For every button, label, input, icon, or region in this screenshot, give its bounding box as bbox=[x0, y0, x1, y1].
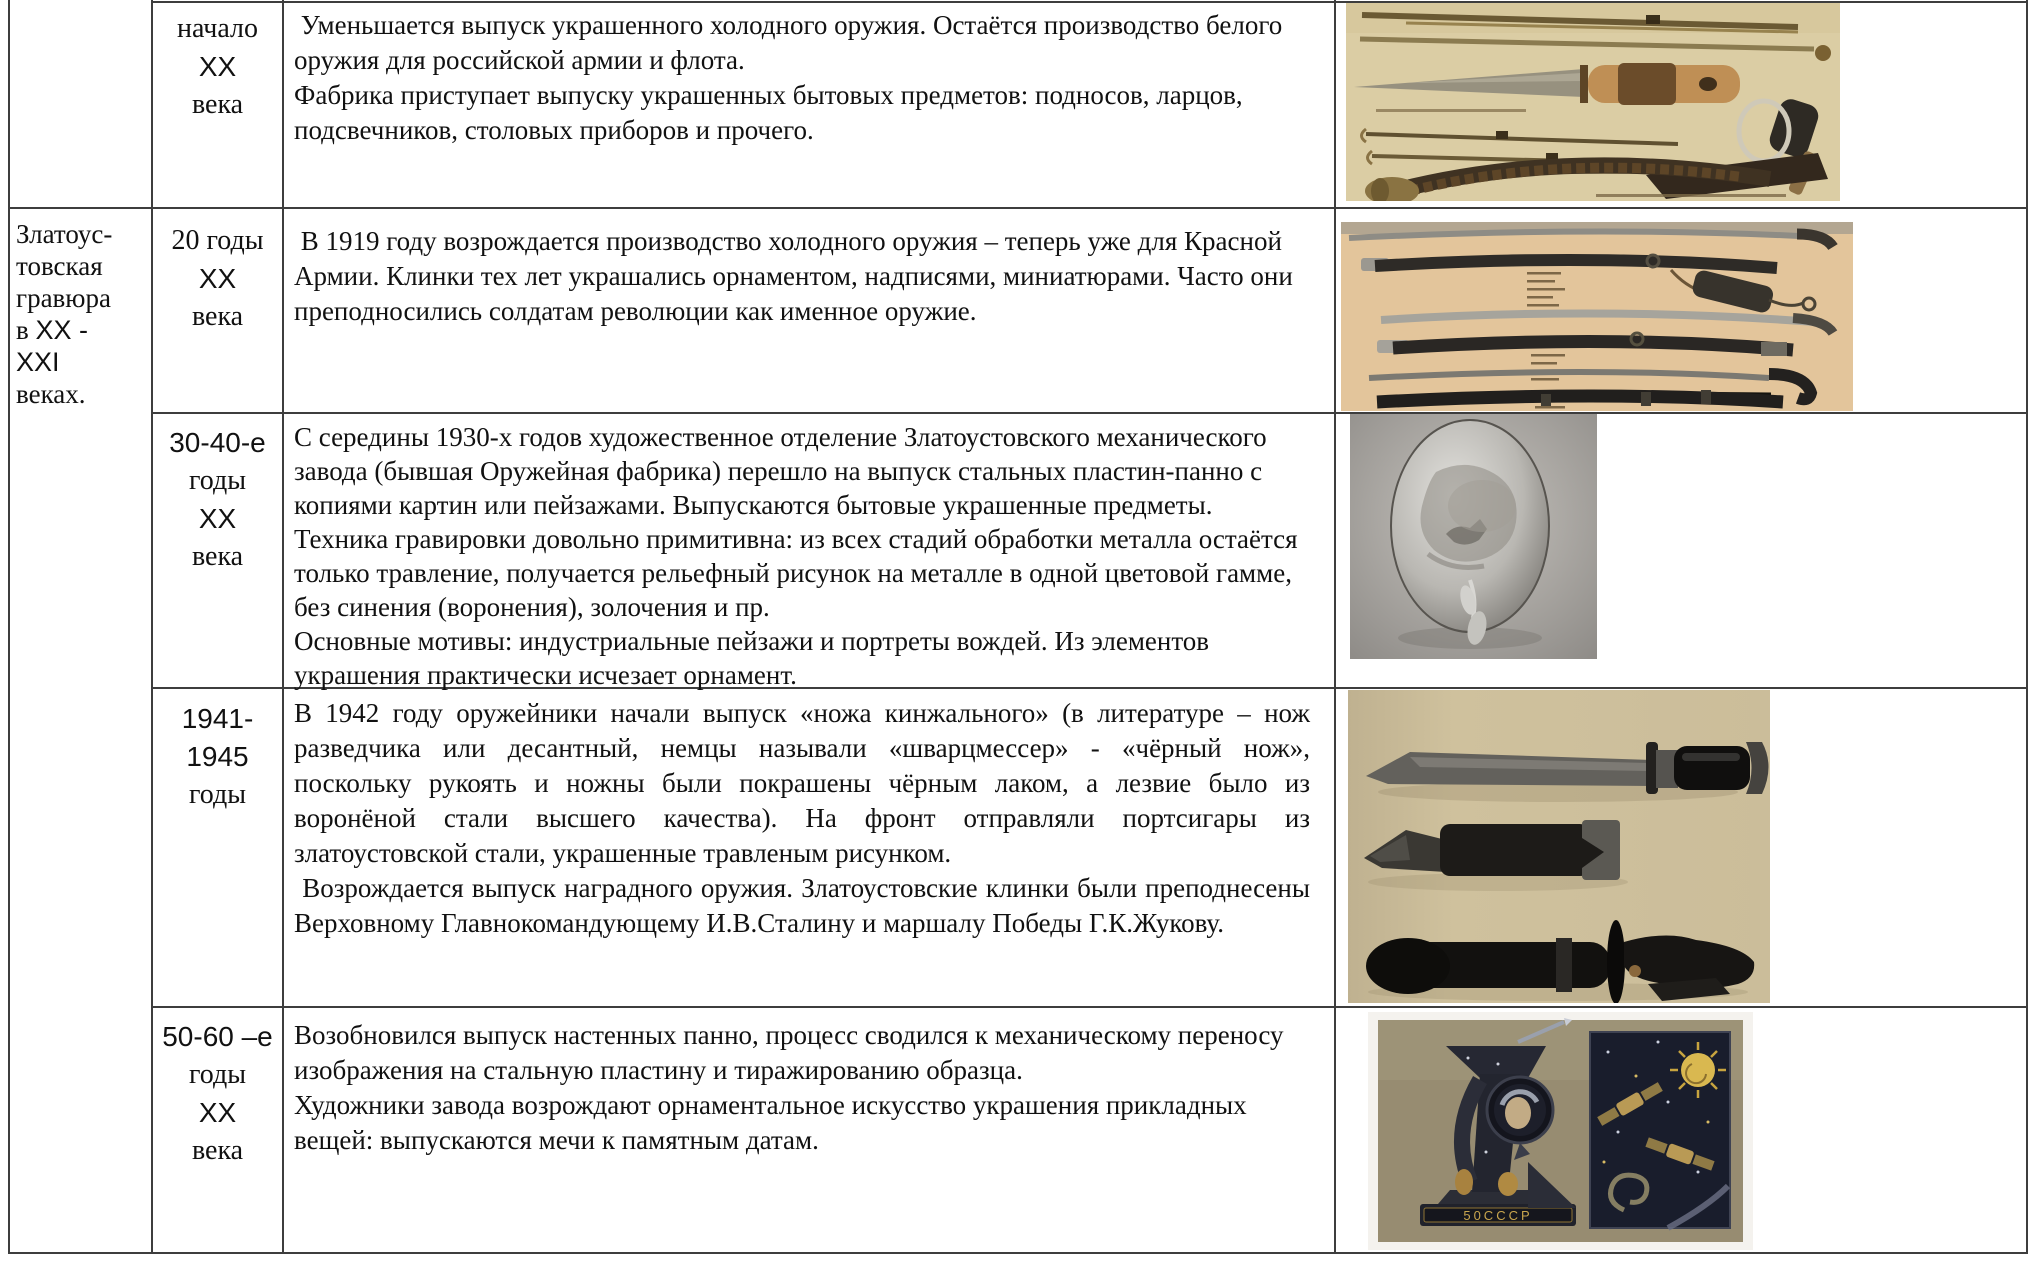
table-border-row2 bbox=[151, 412, 2028, 414]
period-line: 20 годы bbox=[171, 225, 264, 256]
period-line: 30-40-е bbox=[169, 427, 266, 458]
description-cell-row3 bbox=[294, 420, 1310, 692]
category-line: в XX - bbox=[16, 315, 89, 345]
category-line: XXI bbox=[16, 347, 60, 377]
period-cell-row1 bbox=[153, 10, 282, 124]
period-line: годы bbox=[188, 1059, 247, 1090]
period-line: XX bbox=[198, 51, 237, 82]
period-line: XX bbox=[198, 1097, 237, 1128]
period-line: начало bbox=[176, 13, 259, 44]
period-line: XX bbox=[198, 503, 237, 534]
period-line: века bbox=[191, 541, 244, 572]
period-cell-row5 bbox=[153, 1018, 282, 1170]
row1-photo-sabres bbox=[1346, 3, 1840, 201]
paragraph: Возобновился выпуск настенных панно, процесс сводился к механическому переносу изображения на стальную пластину и тиражированию образца. bbox=[294, 1020, 1291, 1085]
period-line: годы bbox=[188, 779, 247, 810]
paragraph: Художники завода возрождают орнаментальное искусство украшения прикладных вещей: выпускаются мечи к памятным датам. bbox=[294, 1090, 1254, 1155]
row5-photo-space-panels bbox=[1368, 1012, 1753, 1250]
table-border-row4 bbox=[151, 1006, 2028, 1008]
paragraph: Основные мотивы: индустриальные пейзажи и портреты вождей. Из элементов украшения практически исчезает орнамент. bbox=[294, 626, 1216, 690]
description-cell-row1 bbox=[294, 8, 1310, 148]
black-knife-photo-illustration bbox=[1348, 690, 1770, 1003]
table-border-col2 bbox=[282, 0, 284, 1254]
table-border-row1 bbox=[8, 207, 2028, 209]
table-border-bottom bbox=[8, 1252, 2028, 1254]
category-line: веках. bbox=[16, 379, 86, 409]
period-line: века bbox=[191, 301, 244, 332]
description-cell-row5 bbox=[294, 1018, 1310, 1158]
category-line: гравюра bbox=[16, 283, 111, 313]
table-border-left bbox=[8, 0, 10, 1254]
row3-photo-oval-panel bbox=[1350, 414, 1597, 659]
paragraph: В 1942 году оружейники начали выпуск «ножа кинжального» (в литературе – нож разведчика или десантный, немцы называли «шварцмессер» - «чёрный нож», поскольку рукоять и ножны были покрашены чёрным лаком, а лезвие было из воронёной стали высшего качества). На фронт отправляли портсигары из златоустовской стали, украшенные травленым рисунком. bbox=[294, 698, 1317, 868]
category-cell bbox=[16, 218, 146, 410]
sabres-photo-illustration bbox=[1346, 3, 1840, 201]
period-cell-row4 bbox=[153, 700, 282, 814]
paragraph: С середины 1930-х годов художественное отделение Златоустовского механического завода (бывшая Оружейная фабрика) перешло на выпуск стальных пластин-панно с копиями картин или пейзажами. Выпускаются бытовые украшенные предметы. Техника гравировки довольно примитивна: из всех стадий обработки металла остаётся только травление, получается рельефный рисунок на металле в одной цветовой гамме, без синения (воронения), золочения и пр. bbox=[294, 422, 1305, 622]
paragraph: Фабрика приступает выпуску украшенных бытовых предметов: подносов, ларцов, подсвечников, столовых приборов и прочего. bbox=[294, 80, 1250, 145]
category-line: Златоус- bbox=[16, 219, 113, 249]
caption-line bbox=[1376, 109, 1526, 112]
category-line: товская bbox=[16, 251, 103, 281]
period-line: века bbox=[191, 89, 244, 120]
period-line: века bbox=[191, 1135, 244, 1166]
tiny-caption-column-3 bbox=[1535, 406, 1565, 409]
period-cell-row3 bbox=[153, 424, 282, 576]
cosmos-panel bbox=[1590, 1032, 1730, 1228]
oval-panel-photo-illustration bbox=[1350, 414, 1597, 659]
table-border-col3 bbox=[1334, 0, 1336, 1254]
period-line: 50-60 –е bbox=[162, 1021, 273, 1052]
description-cell-row4 bbox=[294, 696, 1317, 941]
paragraph: Уменьшается выпуск украшенного холодного оружия. Остаётся производство белого оружия для российской армии и флота. bbox=[294, 10, 1289, 75]
row2-photo-shashkas bbox=[1341, 222, 1853, 411]
period-cell-row2 bbox=[153, 222, 282, 336]
period-line: XX bbox=[198, 263, 237, 294]
shashkas-photo-illustration bbox=[1341, 222, 1853, 411]
period-line: 1941- bbox=[181, 703, 254, 734]
period-line: 1945 bbox=[186, 741, 249, 772]
paragraph: В 1919 году возрождается производство холодного оружия – теперь уже для Красной Армии. Клинки тех лет украшались орнаментом, надписями, миниатюрами. Часто они преподносились солдатам революции как именное оружие. bbox=[294, 226, 1300, 326]
period-line: годы bbox=[188, 465, 247, 496]
trophy-caption: 50СССР bbox=[1463, 1208, 1533, 1223]
row4-photo-black-knife bbox=[1348, 690, 1770, 1003]
table-border-right bbox=[2026, 0, 2028, 1254]
paragraph: Возрождается выпуск наградного оружия. Златоустовские клинки были преподнесены Верховному Главнокомандующему И.В.Сталину и маршалу Победы Г.К.Жукову. bbox=[294, 873, 1317, 938]
caption-line bbox=[1596, 194, 1786, 197]
description-cell-row2 bbox=[294, 224, 1310, 329]
space-panels-photo-illustration bbox=[1368, 1012, 1753, 1250]
